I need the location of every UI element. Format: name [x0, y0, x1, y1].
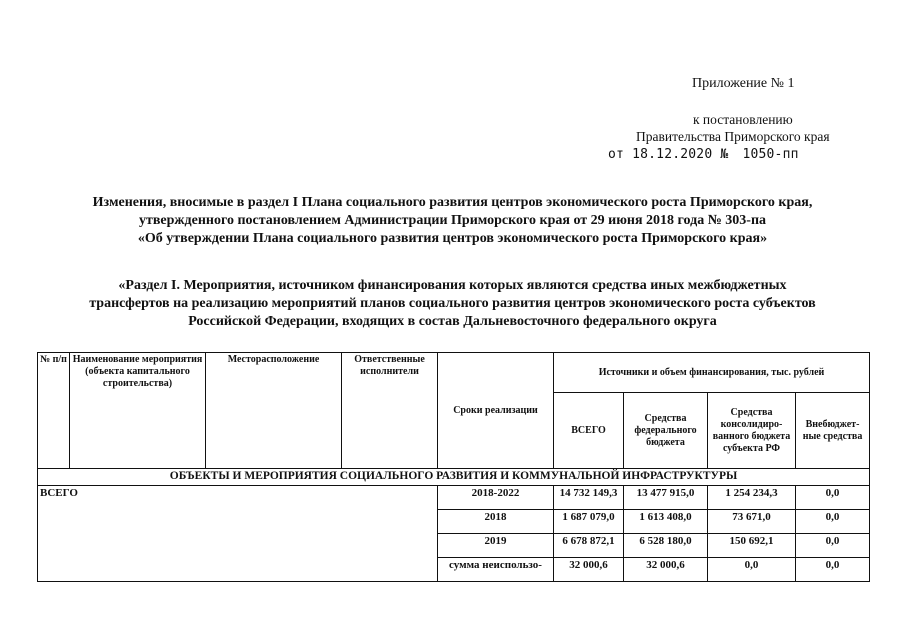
section-title [0, 277, 905, 331]
header-location: Месторасположение [206, 353, 342, 469]
resolution-date: 18.12.2020 [632, 147, 713, 162]
title-line: утвержденного постановлением Администрации Приморского края от 29 июня 2018 года № 303-па [138, 213, 767, 228]
title-line: Изменения, вносимые в раздел I Плана социального развития центров экономического роста Приморского края, [92, 195, 813, 210]
row-period: 2018-2022 [438, 486, 554, 510]
section-title-line: Российской Федерации, входящих в состав Дальневосточного федерального округа [188, 314, 717, 329]
header-federal: Средства федерального бюджета [624, 393, 708, 469]
row-federal: 1 613 408,0 [624, 510, 708, 534]
resolution-number: 1050-пп [742, 147, 799, 162]
header-num: № п/п [38, 353, 70, 469]
section-title-line: трансфертов на реализацию мероприятий планов социального развития центров экономического роста субъектов [89, 296, 816, 311]
row-total: 1 687 079,0 [554, 510, 624, 534]
header-name: Наименование мероприятия (объекта капитального строительства) [70, 353, 206, 469]
row-extra: 0,0 [796, 534, 870, 558]
row-total: 32 000,6 [554, 558, 624, 582]
header-executors: Ответственные исполнители [342, 353, 438, 469]
appendix-label: Приложение № 1 [692, 76, 795, 91]
row-federal: 13 477 915,0 [624, 486, 708, 510]
row-total: 14 732 149,3 [554, 486, 624, 510]
row-total: 6 678 872,1 [554, 534, 624, 558]
resolution-date-number [608, 147, 799, 162]
row-extra: 0,0 [796, 510, 870, 534]
row-extra: 0,0 [796, 486, 870, 510]
row-federal: 6 528 180,0 [624, 534, 708, 558]
resolution-label: к постановлению [693, 112, 793, 127]
section-title-line: «Раздел I. Мероприятия, источником финансирования которых являются средства иных межбюджетных [118, 278, 787, 293]
row-period: сумма неиспользо- [438, 558, 554, 582]
title-line: «Об утверждении Плана социального развития центров экономического роста Приморского края» [137, 231, 768, 246]
row-federal: 32 000,6 [624, 558, 708, 582]
row-regional: 0,0 [708, 558, 796, 582]
header-sources: Источники и объем финансирования, тыс. рублей [554, 353, 870, 393]
header-total: ВСЕГО [554, 393, 624, 469]
section-row: ОБЪЕКТЫ И МЕРОПРИЯТИЯ СОЦИАЛЬНОГО РАЗВИТИЯ И КОММУНАЛЬНОЙ ИНФРАСТРУКТУРЫ [38, 469, 870, 486]
header-regional: Средства консолидиро-ванного бюджета субъекта РФ [708, 393, 796, 469]
header-extra: Внебюджет-ные средства [796, 393, 870, 469]
number-sign: № [720, 147, 729, 162]
row-period: 2019 [438, 534, 554, 558]
header-period: Сроки реализации [438, 353, 554, 469]
total-label: ВСЕГО [38, 486, 438, 582]
date-prefix: от [608, 147, 625, 162]
financing-table [37, 352, 870, 582]
document-title [0, 194, 905, 248]
row-extra: 0,0 [796, 558, 870, 582]
government-label: Правительства Приморского края [636, 129, 830, 144]
row-regional: 73 671,0 [708, 510, 796, 534]
row-regional: 150 692,1 [708, 534, 796, 558]
row-period: 2018 [438, 510, 554, 534]
row-regional: 1 254 234,3 [708, 486, 796, 510]
